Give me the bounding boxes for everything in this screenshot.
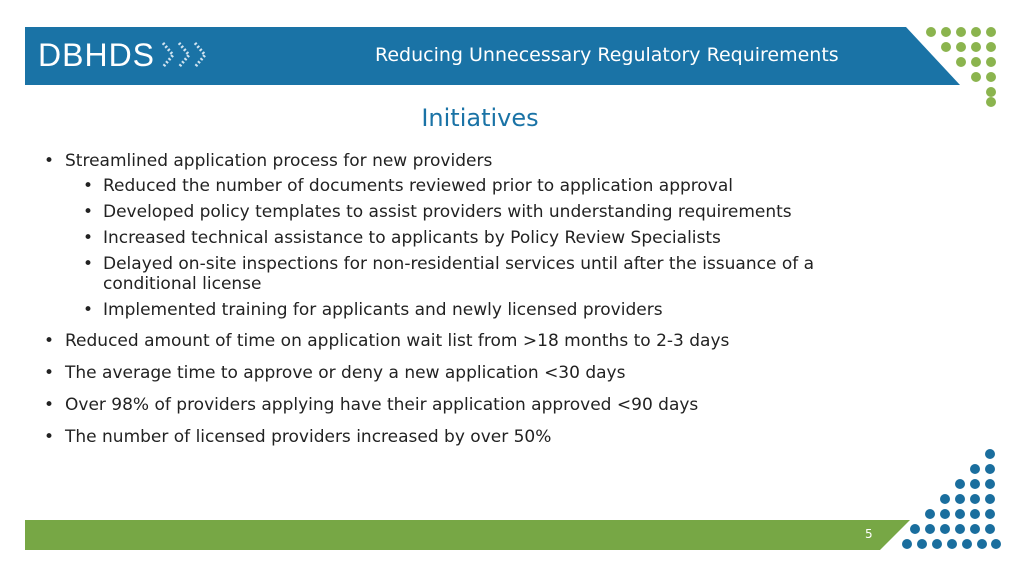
chevrons-icon <box>159 40 217 70</box>
bullet-item: • The average time to approve or deny a new application <30 days <box>44 362 924 384</box>
sub-bullet-item: • Increased technical assistance to applicants by Policy Review Specialists <box>83 228 924 248</box>
bullet-item: • The number of licensed providers increased by over 50% <box>44 426 924 448</box>
sub-bullet-item: • Developed policy templates to assist providers with understanding requirements <box>83 202 924 222</box>
logo-text: DBHDS <box>38 36 156 73</box>
header-title: Reducing Unnecessary Regulatory Requirements <box>375 44 839 66</box>
sub-bullet-item: • Delayed on-site inspections for non-residential services until after the issuance of a conditional license <box>83 254 903 294</box>
footer-bar <box>25 520 910 550</box>
sub-bullet-item: • Reduced the number of documents reviewed prior to application approval <box>83 176 924 196</box>
dbhds-logo <box>38 37 217 73</box>
slide-title: Initiatives <box>421 104 539 132</box>
bullet-item: • Reduced amount of time on application wait list from >18 months to 2-3 days <box>44 330 924 352</box>
bullet-list <box>44 150 924 448</box>
sub-bullet-item: • Implemented training for applicants and newly licensed providers <box>83 300 924 320</box>
page-number: 5 <box>865 527 873 541</box>
blue-dots-decoration <box>895 445 1005 555</box>
bullet-item: • Over 98% of providers applying have their application approved <90 days <box>44 394 924 416</box>
bullet-item: • Streamlined application process for new providers <box>44 150 924 172</box>
green-dots-decoration <box>920 22 1010 112</box>
